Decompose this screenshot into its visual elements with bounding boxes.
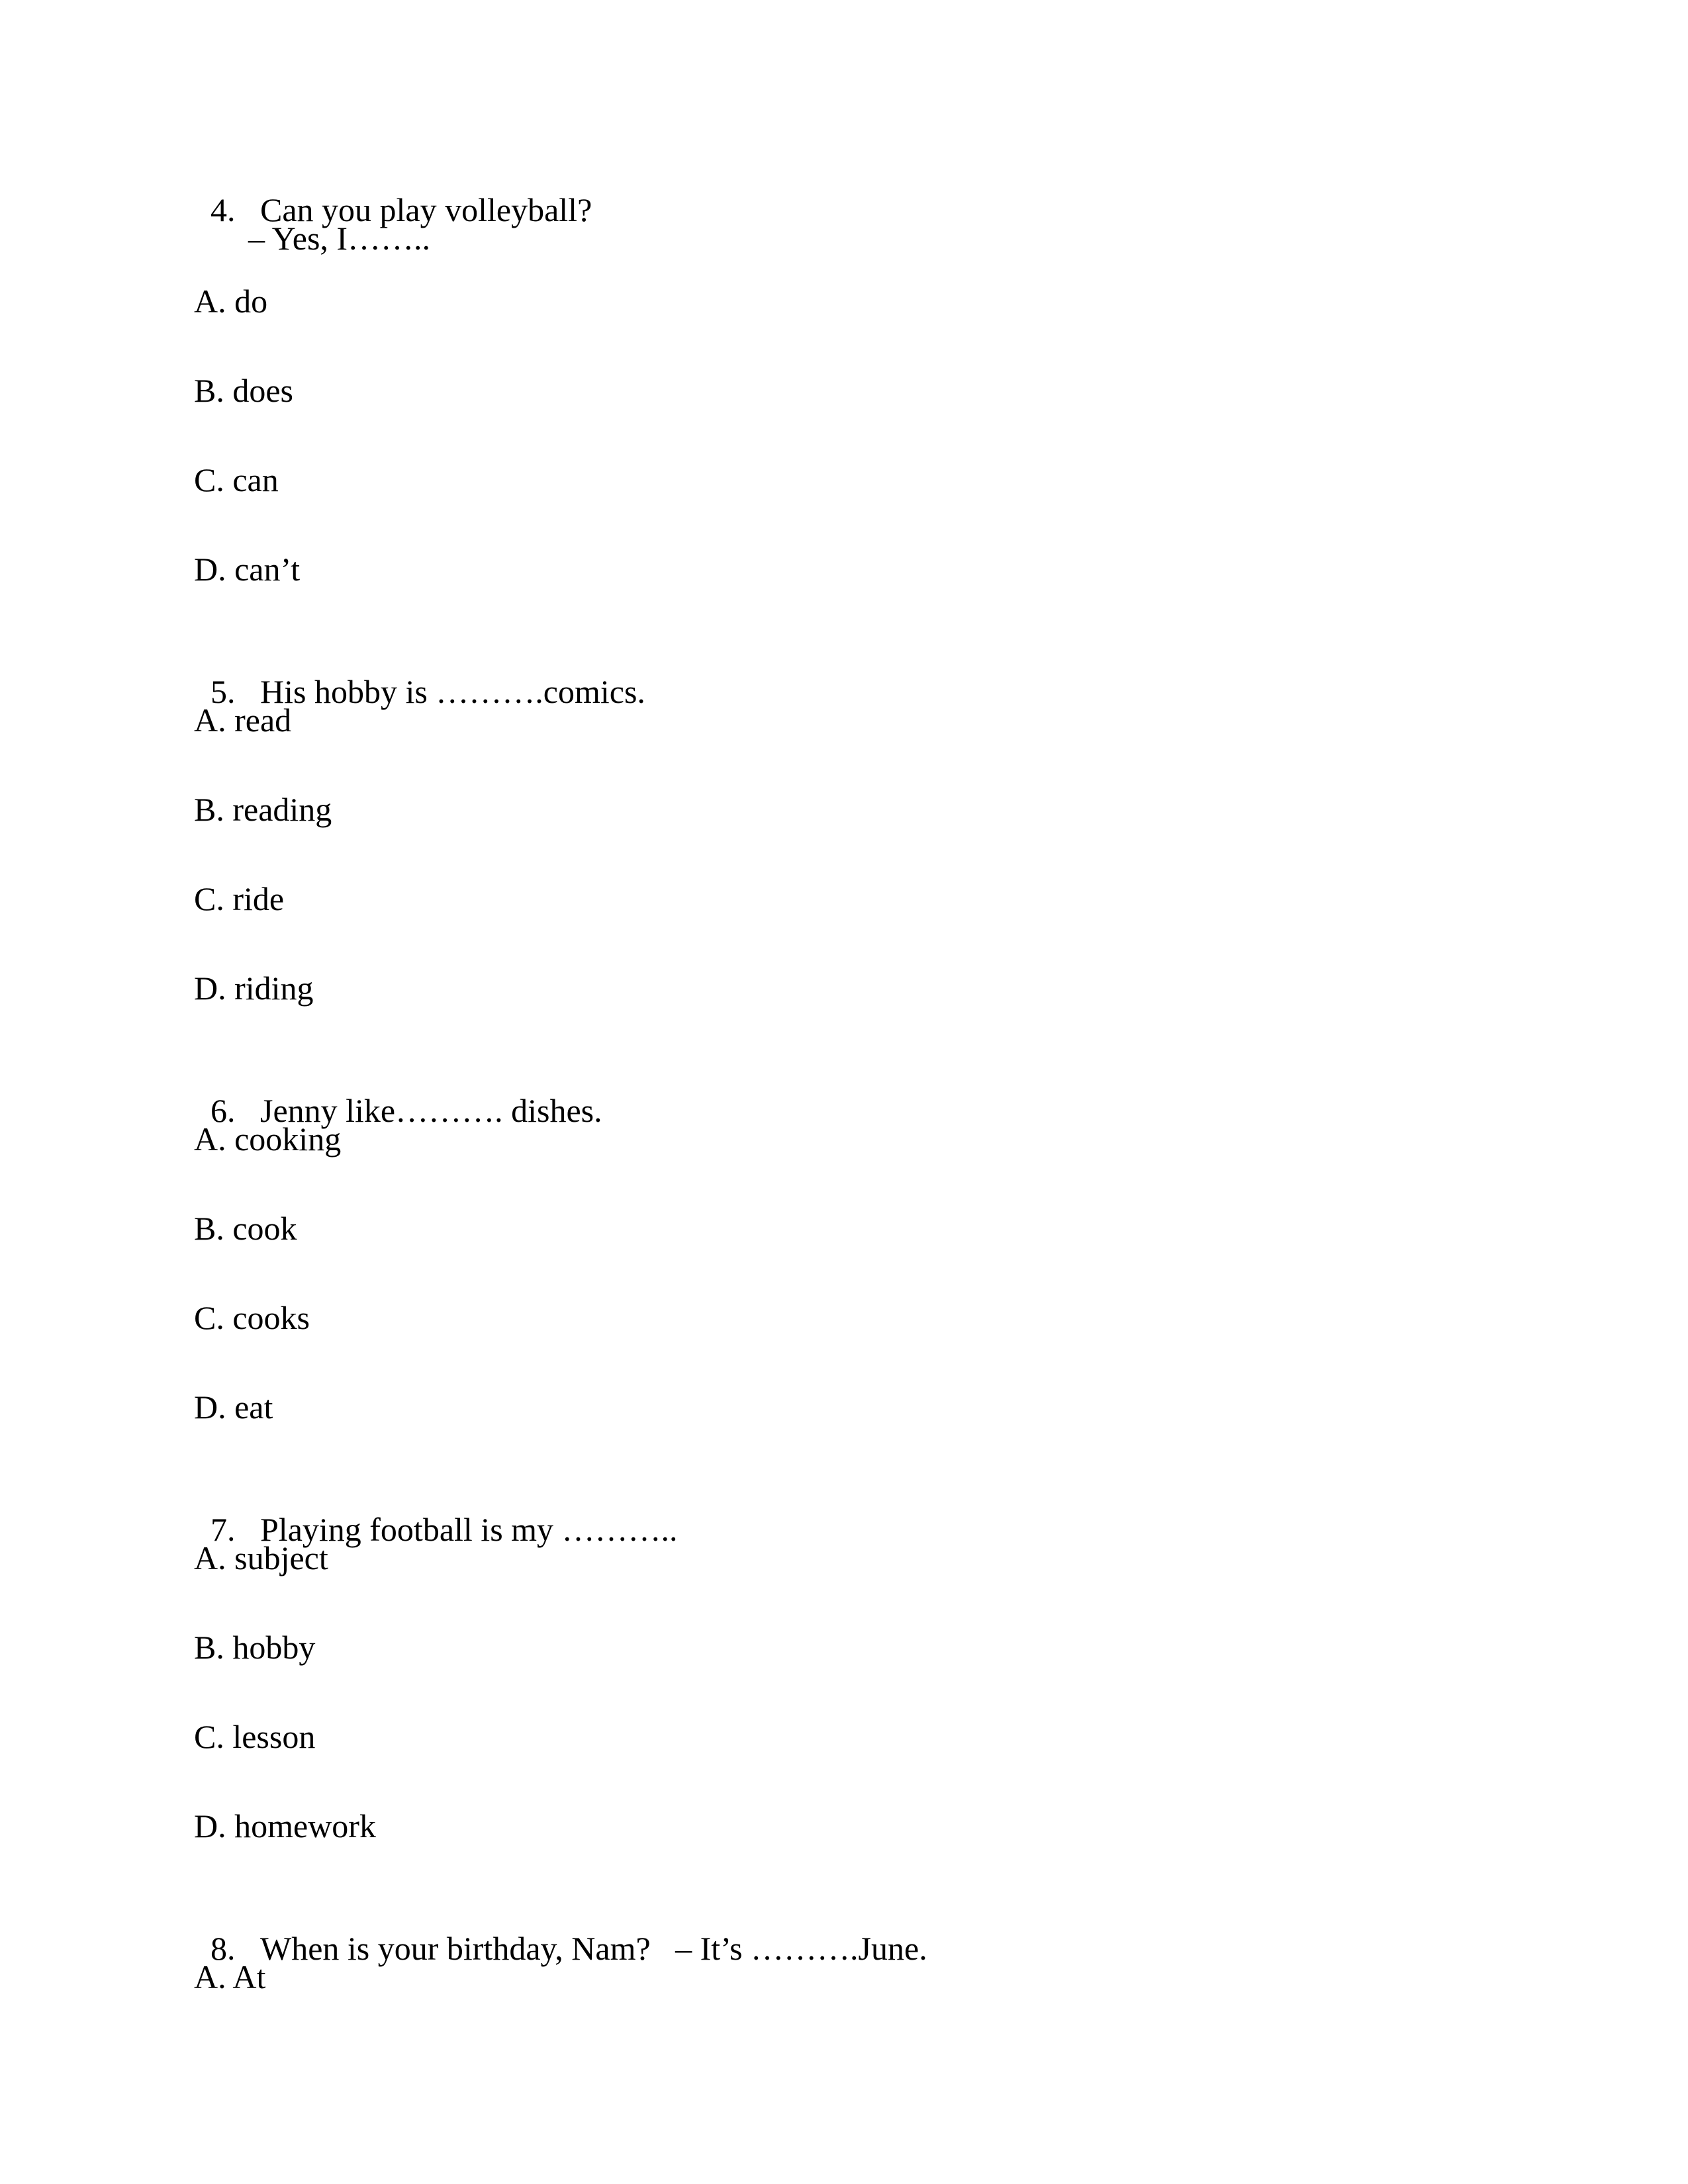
- option-c: C. ride: [194, 880, 285, 917]
- question-5: [194, 642, 645, 708]
- question-7: [194, 1480, 678, 1546]
- question-prompt: Playing football is my ………..: [260, 1511, 678, 1548]
- option-d: D. eat: [194, 1388, 273, 1426]
- option-a: A. do: [194, 283, 268, 320]
- question-prompt: His hobby is ……….comics.: [260, 673, 645, 710]
- question-number: 4.: [211, 191, 236, 228]
- question-prompt: Can you play volleyball?: [260, 191, 592, 228]
- option-c: C. lesson: [194, 1718, 316, 1755]
- question-prompt: When is your birthday, Nam? – It’s ……….June.: [260, 1930, 927, 1967]
- option-c: C. cooks: [194, 1299, 310, 1336]
- question-prompt: Jenny like………. dishes.: [260, 1092, 602, 1129]
- option-a: A. subject: [194, 1539, 328, 1576]
- question-6: [194, 1061, 602, 1127]
- option-b: B. hobby: [194, 1629, 316, 1666]
- question-8: [194, 1899, 927, 1965]
- question-number: 6.: [211, 1092, 236, 1129]
- option-b: B. cook: [194, 1210, 297, 1247]
- option-d: D. can’t: [194, 551, 301, 588]
- question-number: 5.: [211, 673, 236, 710]
- option-b: B. reading: [194, 791, 332, 828]
- option-a: A. At: [194, 1958, 266, 1995]
- option-d: D. riding: [194, 970, 314, 1007]
- option-c: C. can: [194, 461, 279, 498]
- option-d: D. homework: [194, 1807, 376, 1844]
- option-b: B. does: [194, 372, 293, 409]
- question-4: [194, 160, 592, 226]
- answer-line: – Yes, I……..: [248, 220, 431, 257]
- option-a: A. read: [194, 702, 292, 739]
- question-number: 8.: [211, 1930, 236, 1967]
- question-number: 7.: [211, 1511, 236, 1548]
- option-a: A. cooking: [194, 1120, 342, 1158]
